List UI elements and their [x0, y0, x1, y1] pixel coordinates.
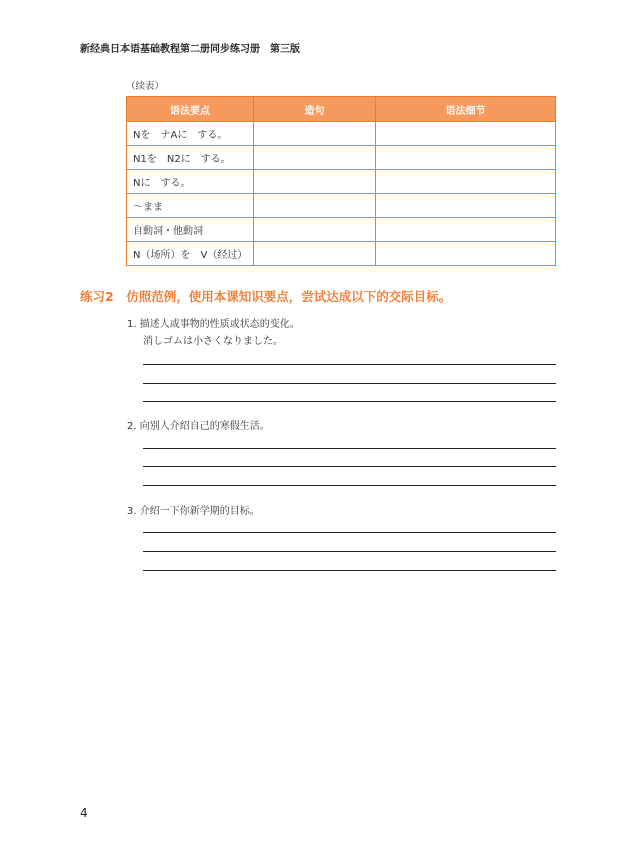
- page-number: 4: [80, 806, 88, 820]
- table-row: [127, 218, 556, 242]
- detail-cell[interactable]: [376, 146, 556, 170]
- answer-line[interactable]: [143, 485, 556, 486]
- detail-cell[interactable]: [376, 218, 556, 242]
- sentence-cell[interactable]: [254, 242, 376, 266]
- table-continued-note: （续表）: [126, 81, 165, 92]
- detail-cell[interactable]: [376, 170, 556, 194]
- sentence-cell[interactable]: [254, 218, 376, 242]
- detail-cell[interactable]: [376, 122, 556, 146]
- table-row: [127, 242, 556, 266]
- sentence-cell[interactable]: [254, 194, 376, 218]
- table-row: [127, 122, 556, 146]
- sentence-cell[interactable]: [254, 170, 376, 194]
- grammar-point: N1を N2に する。: [127, 146, 254, 170]
- column-header: 语法细节: [376, 97, 556, 122]
- detail-cell[interactable]: [376, 242, 556, 266]
- detail-cell[interactable]: [376, 194, 556, 218]
- answer-line[interactable]: [143, 448, 556, 449]
- answer-line[interactable]: [143, 570, 556, 571]
- exercise-title: 练习2 仿照范例，使用本课知识要点，尝试达成以下的交际目标。: [80, 289, 452, 304]
- answer-line[interactable]: [143, 551, 556, 552]
- running-header: 新经典日本语基础教程第二册同步练习册 第三版: [80, 44, 300, 55]
- sentence-cell[interactable]: [254, 146, 376, 170]
- column-header: 造句: [254, 97, 376, 122]
- exercise-item-1: 1. 描述人或事物的性质或状态的变化。: [127, 319, 300, 330]
- column-header: 语法要点: [127, 97, 254, 122]
- grammar-point: N（场所）を V（经过）: [127, 242, 254, 266]
- table-row: [127, 194, 556, 218]
- answer-line[interactable]: [143, 466, 556, 467]
- exercise-item-3: 3. 介绍一下你新学期的目标。: [127, 506, 260, 517]
- table-header-row: [127, 97, 556, 122]
- example-sentence: 消しゴムは小さくなりました。: [143, 336, 283, 347]
- answer-line[interactable]: [143, 364, 556, 365]
- answer-line[interactable]: [143, 383, 556, 384]
- sentence-cell[interactable]: [254, 122, 376, 146]
- answer-line[interactable]: [143, 532, 556, 533]
- grammar-point: 自動詞・他動詞: [127, 218, 254, 242]
- table-row: [127, 170, 556, 194]
- table-row: [127, 146, 556, 170]
- grammar-point: Nを ナAに する。: [127, 122, 254, 146]
- grammar-point: ～まま: [127, 194, 254, 218]
- grammar-table: [126, 96, 556, 266]
- grammar-point: Nに する。: [127, 170, 254, 194]
- exercise-item-2: 2. 向别人介绍自己的寒假生活。: [127, 421, 270, 432]
- answer-line[interactable]: [143, 401, 556, 402]
